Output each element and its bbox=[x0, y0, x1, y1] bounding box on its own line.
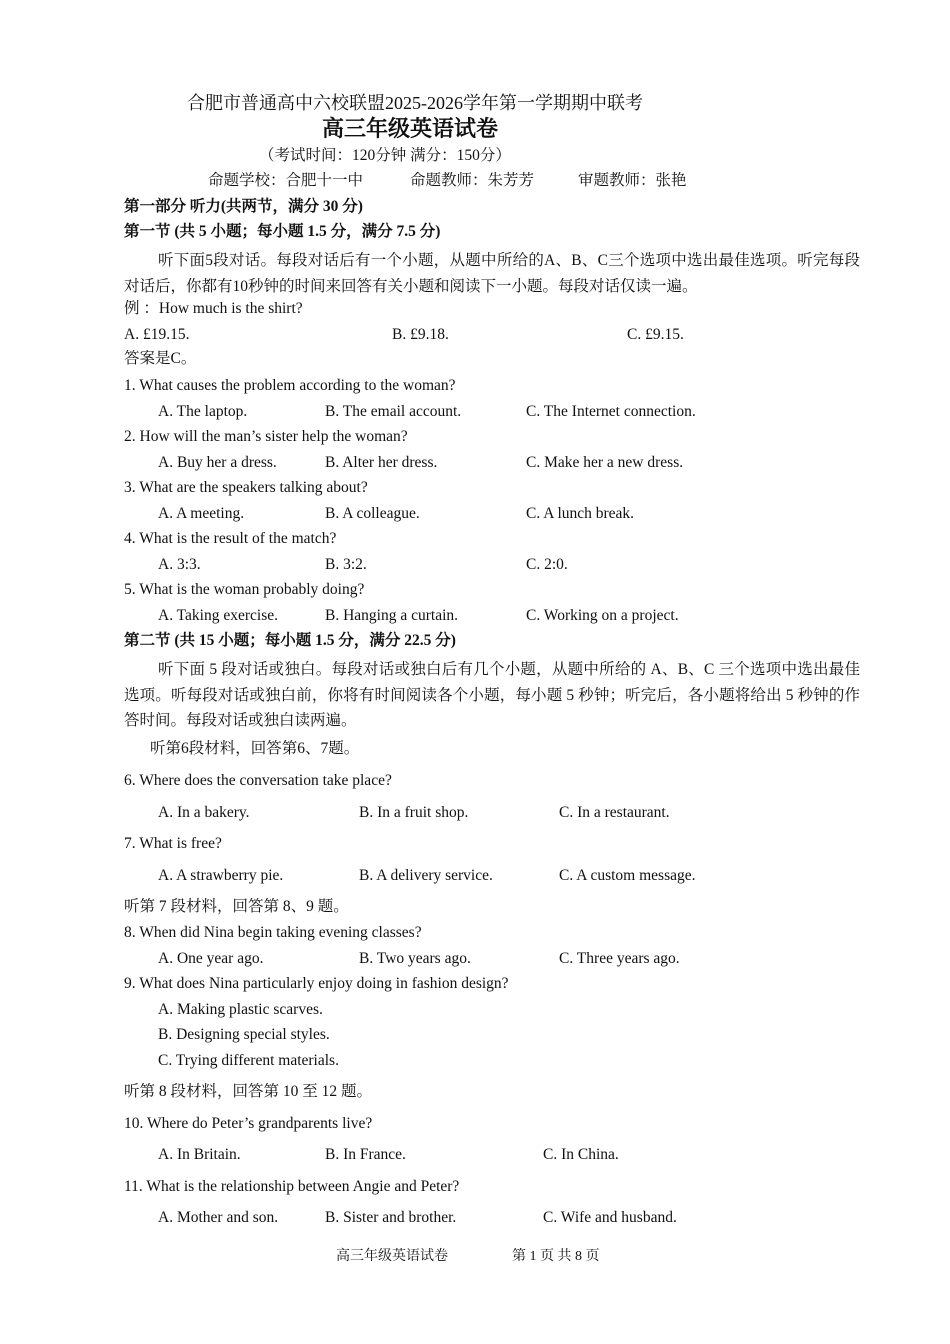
example-option-a: A. £19.15. bbox=[124, 326, 190, 343]
q10-option-b: B. In France. bbox=[325, 1146, 406, 1163]
q11-option-c: C. Wife and husband. bbox=[543, 1209, 677, 1226]
q5-option-c: C. Working on a project. bbox=[526, 607, 679, 624]
part1-heading: 第一部分 听力(共两节，满分 30 分) bbox=[124, 198, 363, 215]
q3-option-c: C. A lunch break. bbox=[526, 505, 635, 522]
example-question: 例 ：How much is the shirt? bbox=[124, 300, 303, 317]
q2-option-a: A. Buy her a dress. bbox=[158, 454, 277, 471]
section2-instructions: 听下面 5 段对话或独白。每段对话或独白后有几个小题，从题中所给的 A、B、C 三个选项中选出最佳选项。听每段对话或独白前，你将有时间阅读各个小题，每小题 5 秒钟；听完后，各小题将给出 5 秒钟的作答时间。每段对话或独白读两遍。 bbox=[124, 661, 860, 729]
example-option-b: B. £9.18. bbox=[392, 326, 449, 343]
setter-school: 命题学校：合肥十一中 bbox=[208, 172, 364, 189]
section1-heading: 第一节 (共 5 小题；每小题 1.5 分，满分 7.5 分) bbox=[124, 223, 441, 240]
material-8-prompt: 听第 8 段材料，回答第 10 至 12 题。 bbox=[124, 1083, 373, 1100]
question-9: 9. What does Nina particularly enjoy doing in fashion design? bbox=[124, 975, 509, 992]
exam-info: （考试时间：120分钟 满分：150分） bbox=[259, 147, 511, 164]
section1-instructions: 听下面5段对话。每段对话后有一个小题，从题中所给的A、B、C三个选项中选出最佳选项。听完每段对话后，你都有10秒钟的时间来回答有关小题和阅读下一小题。每段对话仅读一遍。 bbox=[124, 252, 860, 295]
footer-title: 高三年级英语试卷 bbox=[336, 1249, 448, 1264]
q6-option-b: B. In a fruit shop. bbox=[359, 804, 469, 821]
q3-option-a: A. A meeting. bbox=[158, 505, 245, 522]
q8-option-a: A. One year ago. bbox=[158, 950, 264, 967]
q1-option-b: B. The email account. bbox=[325, 403, 462, 420]
question-11: 11. What is the relationship between Angie and Peter? bbox=[124, 1178, 460, 1195]
question-10: 10. Where do Peter’s grandparents live? bbox=[124, 1115, 373, 1132]
question-3: 3. What are the speakers talking about? bbox=[124, 479, 368, 496]
q5-option-b: B. Hanging a curtain. bbox=[325, 607, 459, 624]
q8-option-c: C. Three years ago. bbox=[559, 950, 680, 967]
q3-option-b: B. A colleague. bbox=[325, 505, 420, 522]
question-5: 5. What is the woman probably doing? bbox=[124, 581, 365, 598]
question-8: 8. When did Nina begin taking evening classes? bbox=[124, 924, 422, 941]
q4-option-b: B. 3:2. bbox=[325, 556, 367, 573]
q9-option-a: A. Making plastic scarves. bbox=[158, 1001, 323, 1018]
question-1: 1. What causes the problem according to the woman? bbox=[124, 377, 456, 394]
q9-option-c: C. Trying different materials. bbox=[158, 1052, 339, 1069]
question-7: 7. What is free? bbox=[124, 835, 222, 852]
q1-option-c: C. The Internet connection. bbox=[526, 403, 696, 420]
q10-option-c: C. In China. bbox=[543, 1146, 619, 1163]
q7-option-a: A. A strawberry pie. bbox=[158, 867, 284, 884]
question-2: 2. How will the man’s sister help the woman? bbox=[124, 428, 408, 445]
q1-option-a: A. The laptop. bbox=[158, 403, 248, 420]
q7-option-b: B. A delivery service. bbox=[359, 867, 493, 884]
exam-title-line2: 高三年级英语试卷 bbox=[322, 116, 499, 141]
page-number: 第 1 页 共 8 页 bbox=[512, 1249, 600, 1264]
q8-option-b: B. Two years ago. bbox=[359, 950, 471, 967]
q4-option-a: A. 3:3. bbox=[158, 556, 201, 573]
q6-option-c: C. In a restaurant. bbox=[559, 804, 670, 821]
q5-option-a: A. Taking exercise. bbox=[158, 607, 279, 624]
question-6: 6. Where does the conversation take place? bbox=[124, 772, 392, 789]
example-option-c: C. £9.15. bbox=[627, 326, 684, 343]
material-6-prompt: 听第6段材料，回答第6、7题。 bbox=[150, 740, 360, 757]
q11-option-a: A. Mother and son. bbox=[158, 1209, 279, 1226]
q2-option-b: B. Alter her dress. bbox=[325, 454, 438, 471]
exam-title-line1: 合肥市普通高中六校联盟2025-2026学年第一学期期中联考 bbox=[187, 93, 643, 113]
q7-option-c: C. A custom message. bbox=[559, 867, 696, 884]
reviewer: 审题教师：张艳 bbox=[578, 172, 687, 189]
q10-option-a: A. In Britain. bbox=[158, 1146, 241, 1163]
question-4: 4. What is the result of the match? bbox=[124, 530, 337, 547]
q11-option-b: B. Sister and brother. bbox=[325, 1209, 457, 1226]
section2-heading: 第二节 (共 15 小题；每小题 1.5 分，满分 22.5 分) bbox=[124, 632, 456, 649]
q2-option-c: C. Make her a new dress. bbox=[526, 454, 684, 471]
setter-teacher: 命题教师：朱芳芳 bbox=[410, 172, 535, 189]
q6-option-a: A. In a bakery. bbox=[158, 804, 250, 821]
q9-option-b: B. Designing special styles. bbox=[158, 1026, 330, 1043]
example-answer: 答案是C。 bbox=[124, 350, 197, 367]
q4-option-c: C. 2:0. bbox=[526, 556, 568, 573]
material-7-prompt: 听第 7 段材料，回答第 8、9 题。 bbox=[124, 898, 349, 915]
